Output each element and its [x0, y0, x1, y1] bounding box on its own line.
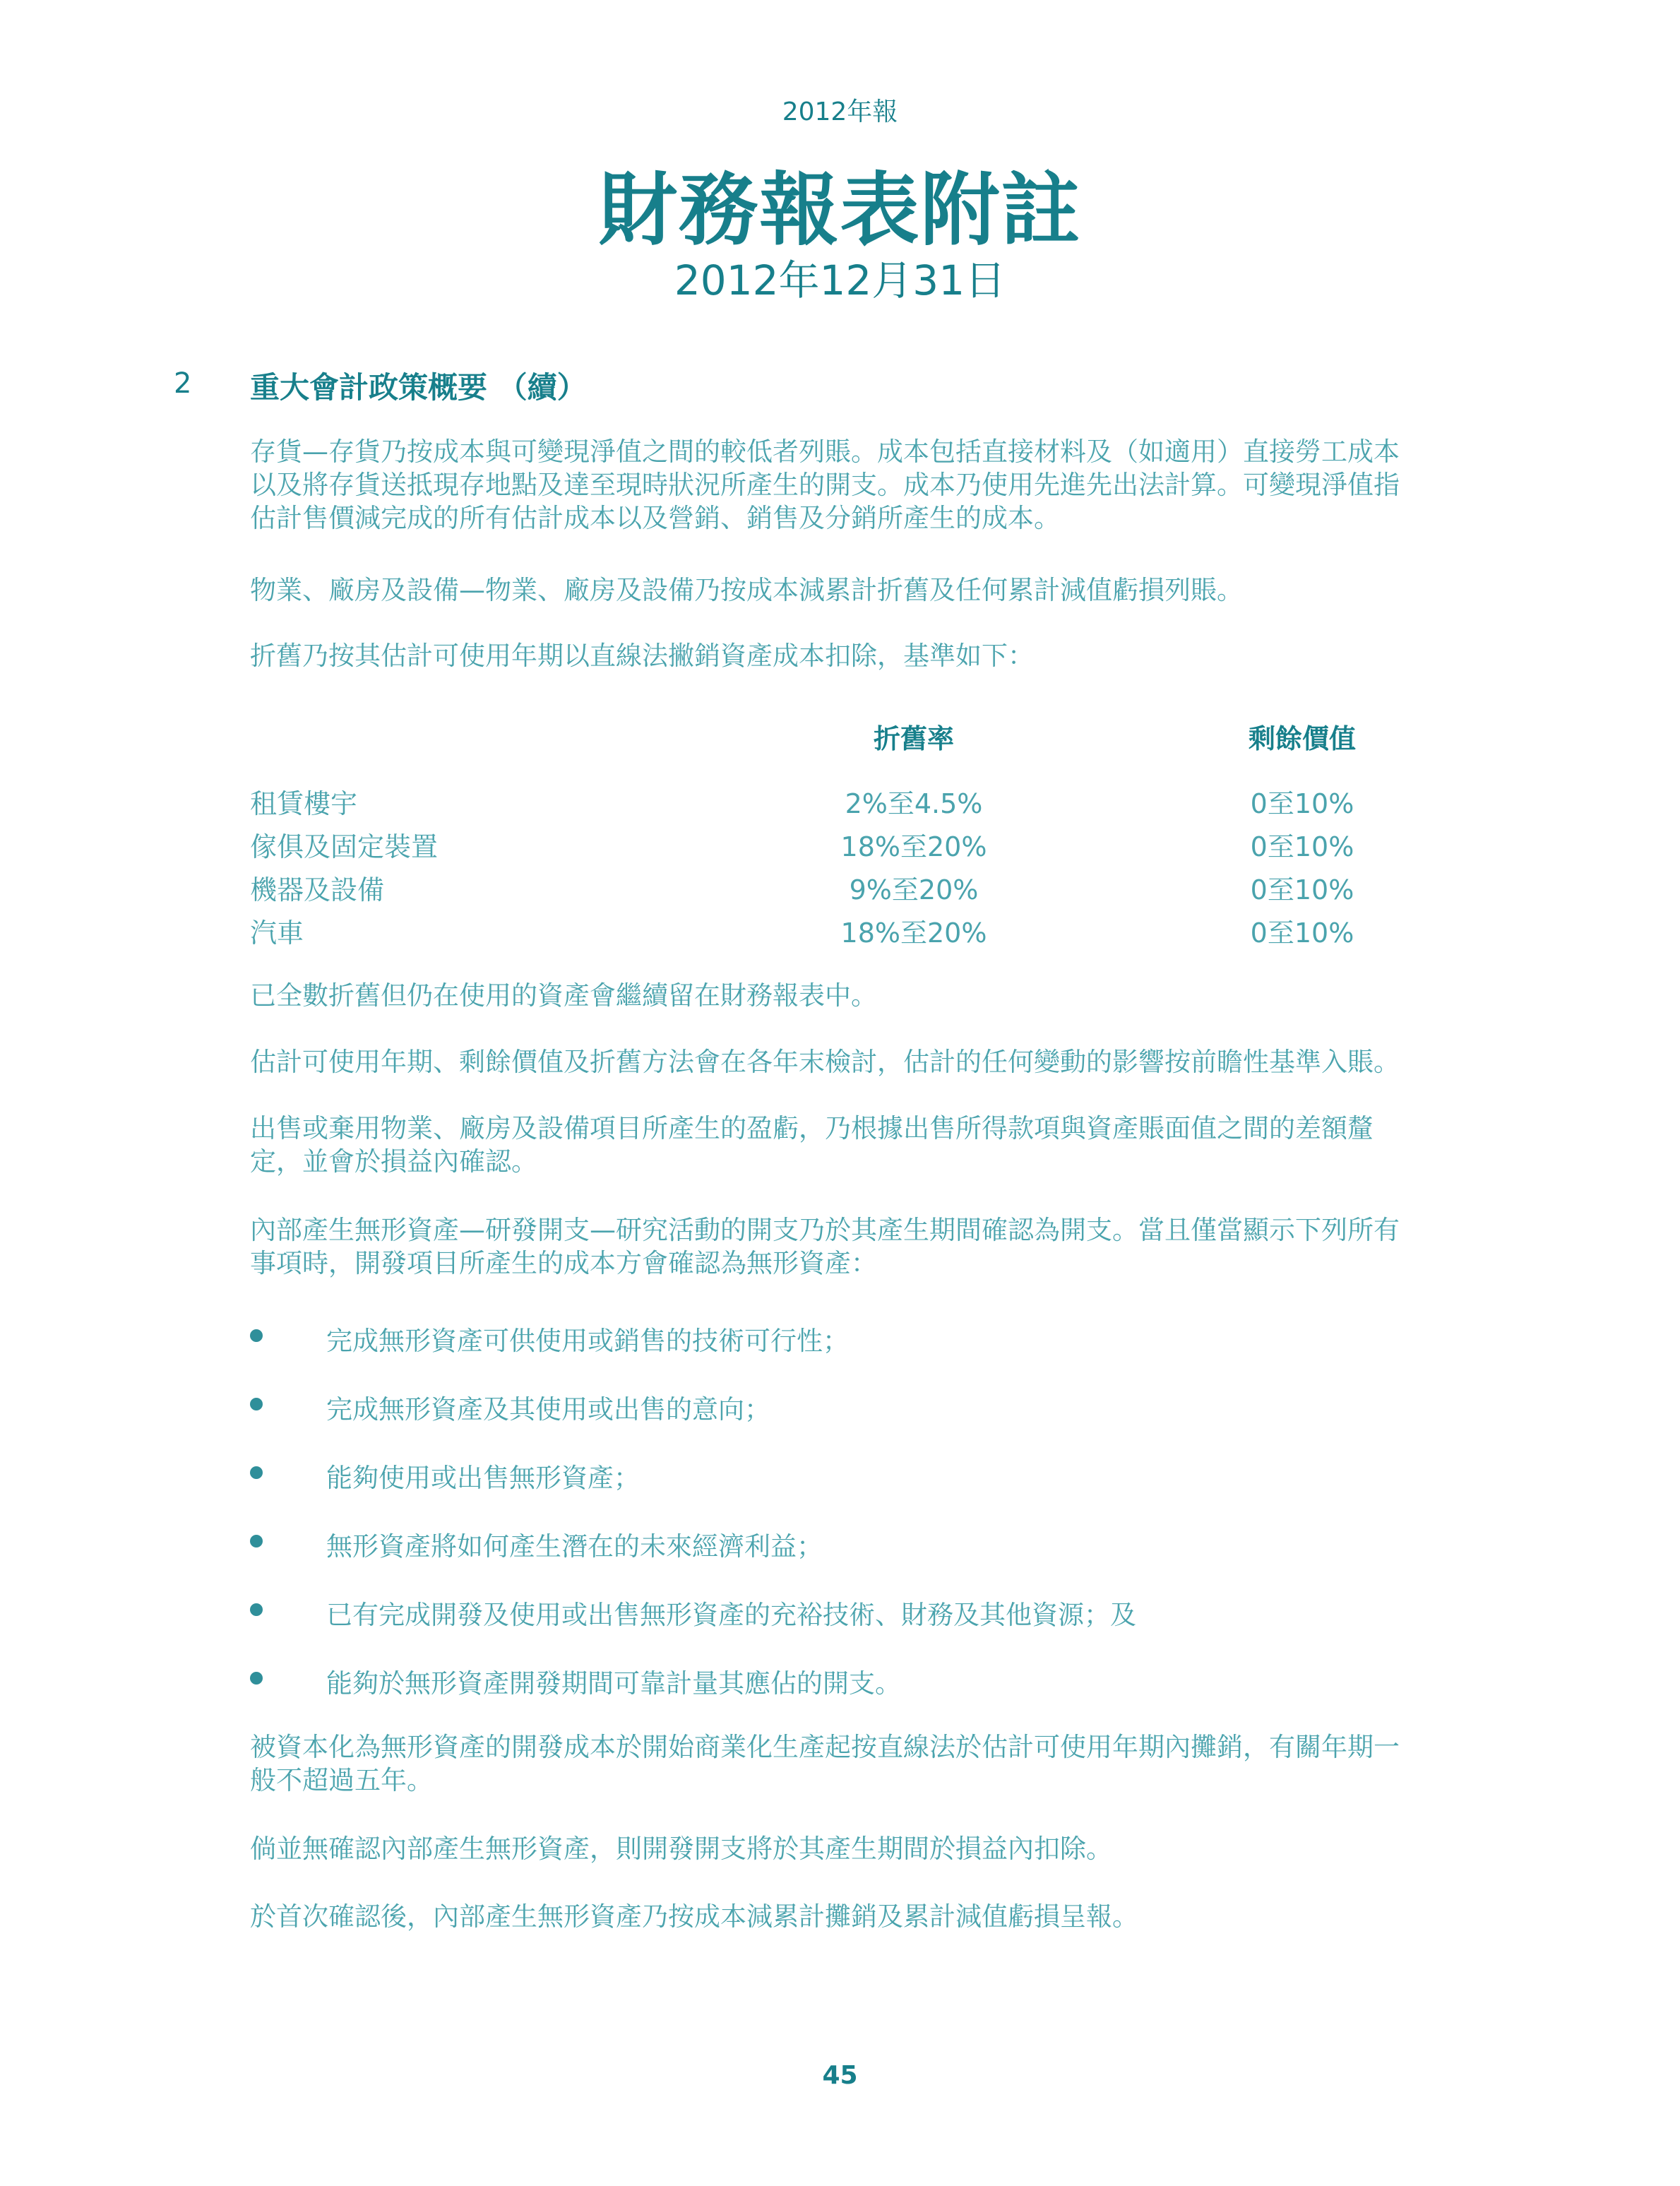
paragraph-line: 被資本化為無形資產的開發成本於開始商業化生產起按直線法於估計可使用年期內攤銷，有關年期一 [250, 1732, 1400, 1762]
paragraph-depreciation-intro [250, 639, 1521, 672]
asset-name: 租賃樓宇 [250, 788, 358, 819]
list-item-text: 能夠於無形資產開發期間可靠計量其應佔的開支。 [326, 1668, 901, 1699]
column-header-residual: 剩餘價值 [1248, 723, 1356, 754]
report-date: 2012年12月31日 [674, 256, 1006, 304]
section-title: 重大會計政策概要 （續） [250, 370, 587, 405]
depreciation-rate: 9%至20% [849, 874, 979, 905]
paragraph-disposal [250, 1112, 1521, 1178]
bullet-icon [250, 1398, 263, 1410]
asset-name: 機器及設備 [250, 874, 385, 905]
depreciation-rate: 18%至20% [840, 917, 987, 949]
bullet-icon [250, 1603, 263, 1616]
paragraph-line: 估計可使用年期、剩餘價值及折舊方法會在各年末檢討，估計的任何變動的影響按前瞻性基準入賬。 [250, 1047, 1400, 1077]
residual-value: 0至10% [1250, 788, 1354, 819]
paragraph-fully-depreciated [250, 979, 1521, 1012]
paragraph-line: 以及將存貨送抵現存地點及達至現時狀況所產生的開支。成本乃使用先進先出法計算。可變現淨值指 [250, 470, 1400, 500]
depreciation-rate: 18%至20% [840, 831, 987, 862]
paragraph-line: 估計售價減完成的所有估計成本以及營銷、銷售及分銷所產生的成本。 [250, 503, 1060, 533]
residual-value: 0至10% [1250, 831, 1354, 862]
paragraph-line: 般不超過五年。 [250, 1765, 433, 1795]
list-item-text: 已有完成開發及使用或出售無形資產的充裕技術、財務及其他資源；及 [326, 1600, 1136, 1630]
list-item-text: 完成無形資產可供使用或銷售的技術可行性； [326, 1326, 849, 1356]
residual-value: 0至10% [1250, 874, 1354, 905]
paragraph-line: 出售或棄用物業、廠房及設備項目所產生的盈虧，乃根據出售所得款項與資產賬面值之間的差額釐 [250, 1113, 1374, 1144]
paragraph-line: 存貨—存貨乃按成本與可變現淨值之間的較低者列賬。成本包括直接材料及（如適用）直接勞工成本 [250, 436, 1400, 467]
list-item-text: 完成無形資產及其使用或出售的意向； [326, 1394, 770, 1425]
paragraph-line: 已全數折舊但仍在使用的資產會繼續留在財務報表中。 [250, 980, 877, 1011]
paragraph-inventory [250, 435, 1521, 535]
paragraph-line: 內部產生無形資產—研發開支—研究活動的開支乃於其產生期間確認為開支。當且僅當顯示下列所有 [250, 1215, 1400, 1245]
paragraph-line: 事項時，開發項目所產生的成本方會確認為無形資產： [250, 1248, 877, 1278]
table-row [250, 868, 1521, 910]
paragraph-line: 物業、廠房及設備—物業、廠房及設備乃按成本減累計折舊及任何累計減值虧損列賬。 [250, 575, 1243, 605]
table-row [250, 782, 1521, 824]
depreciation-rate: 2%至4.5% [845, 788, 983, 819]
page-title: 財務報表附註 [598, 165, 1082, 256]
column-header-rate: 折舊率 [873, 723, 954, 754]
annual-report-label: 2012年報 [782, 97, 898, 126]
list-item-text: 無形資產將如何產生潛在的未來經濟利益； [326, 1531, 823, 1562]
paragraph-line: 折舊乃按其估計可使用年期以直線法撇銷資產成本扣除，基準如下： [250, 641, 1034, 671]
bullet-icon [250, 1672, 263, 1685]
paragraph-line: 於首次確認後，內部產生無形資產乃按成本減累計攤銷及累計減值虧損呈報。 [250, 1901, 1138, 1932]
paragraph-intangible [250, 1213, 1521, 1280]
paragraph-review [250, 1045, 1521, 1079]
bullet-icon [250, 1466, 263, 1479]
asset-name: 汽車 [250, 917, 304, 949]
residual-value: 0至10% [1250, 917, 1354, 949]
bullet-icon [250, 1535, 263, 1548]
list-item-text: 能夠使用或出售無形資產； [326, 1463, 640, 1493]
paragraph-line: 倘並無確認內部產生無形資產，則開發開支將於其產生期間於損益內扣除。 [250, 1834, 1112, 1864]
page-number: 45 [822, 2061, 858, 2090]
asset-name: 傢俱及固定裝置 [250, 831, 439, 862]
table-row [250, 825, 1521, 867]
paragraph-amortisation [250, 1730, 1521, 1797]
paragraph-no-recognition [250, 1832, 1521, 1865]
paragraph-ppe [250, 574, 1521, 607]
section-number: 2 [174, 367, 192, 400]
paragraph-line: 定，並會於損益內確認。 [250, 1146, 537, 1177]
bullet-icon [250, 1329, 263, 1342]
table-row [250, 911, 1521, 954]
paragraph-subsequent [250, 1900, 1521, 1933]
